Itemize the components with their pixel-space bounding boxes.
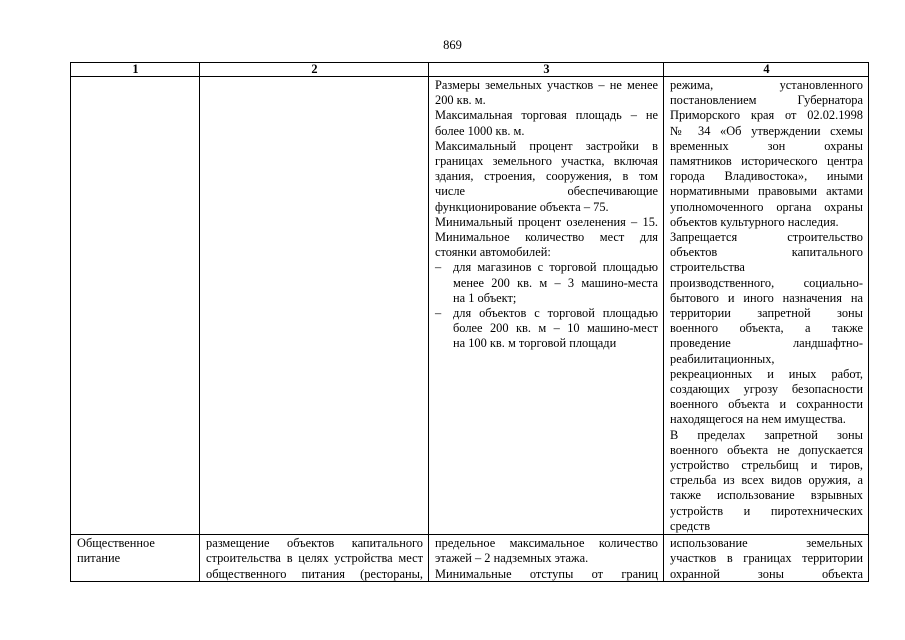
- text-line: Максимальный процент застройки в: [435, 138, 658, 153]
- text-line: здания, строения, сооружения, в том: [435, 169, 658, 184]
- text-line: реабилитационных,: [670, 351, 775, 366]
- text-line: питание: [77, 551, 121, 566]
- text-line: нормативными правовыми актами: [670, 184, 863, 199]
- text-line: участков в границах территории: [670, 551, 863, 566]
- text-line: Максимальная торговая площадь – не: [435, 108, 658, 123]
- row2-col4: [664, 535, 869, 581]
- text-line: охранной зоны объекта: [670, 566, 863, 581]
- text-line: памятников исторического центра: [670, 154, 863, 169]
- text-line: территории запретной зоны: [670, 306, 863, 321]
- text-line: функционирование объекта – 75.: [435, 199, 609, 214]
- text-line: – для объектов с торговой площадью: [453, 306, 658, 321]
- text-line: использование земельных: [670, 536, 863, 551]
- text-line: Приморского края от 02.02.1998: [670, 108, 863, 123]
- text-line: постановлением Губернатора: [670, 93, 863, 108]
- row1-col3: [429, 77, 664, 535]
- text-line: Размеры земельных участков – не менее: [435, 78, 658, 92]
- text-line: Общественное: [77, 536, 155, 551]
- table-row: [71, 535, 869, 581]
- text-line: Минимальные отступы от границ: [435, 566, 658, 581]
- text-line: границах земельного участка, включая: [435, 154, 658, 169]
- header-col-1: 1: [71, 63, 200, 77]
- header-col-2: 2: [200, 63, 429, 77]
- text-line: временных зон охраны: [670, 138, 863, 153]
- text-line: Минимальное количество мест для: [435, 230, 658, 245]
- text-line: более 200 кв. м – 10 машино-мест: [453, 321, 658, 336]
- text-line: на 1 объект;: [453, 290, 517, 305]
- text-line: проведение ландшафтно-: [670, 336, 863, 351]
- text-line: производственного, социально-: [670, 275, 863, 290]
- text-line: размещение объектов капитального: [206, 536, 423, 551]
- text-line: устройств и пиротехнических: [670, 503, 863, 518]
- text-line: числе обеспечивающие: [435, 184, 658, 199]
- text-line: также использование взрывных: [670, 488, 863, 503]
- text-line: Минимальный процент озеленения – 15.: [435, 214, 658, 229]
- table-row: [71, 77, 869, 535]
- text-line: В пределах запретной зоны: [670, 427, 863, 442]
- text-line: военного объекта, а также: [670, 321, 863, 336]
- header-col-4: 4: [664, 63, 869, 77]
- text-line: более 1000 кв. м.: [435, 123, 525, 138]
- row2-col1: [71, 535, 200, 581]
- text-line: Запрещается строительство: [670, 230, 863, 245]
- text-line: на 100 кв. м торговой площади: [453, 336, 617, 351]
- text-line: 200 кв. м.: [435, 93, 486, 108]
- text-line: находящегося на нем имущества.: [670, 412, 846, 427]
- text-line: менее 200 кв. м – 3 машино-места: [453, 275, 658, 290]
- text-line: уполномоченного органа охраны: [670, 199, 863, 214]
- row2-col3: [429, 535, 664, 581]
- row1-col4: [664, 77, 869, 535]
- text-line: стрельба из всех видов оружия, а: [670, 473, 863, 488]
- text-line: военного объекта и сохранности: [670, 397, 863, 412]
- text-line: общественного питания (рестораны,: [206, 566, 423, 581]
- text-line: строительства: [670, 260, 745, 275]
- regulations-table: [70, 62, 869, 582]
- text-line: рекреационных и иных работ,: [670, 366, 863, 381]
- text-line: бытового и иного назначения на: [670, 290, 863, 305]
- list-item: [435, 306, 658, 352]
- header-row: [71, 63, 869, 77]
- text-line: стоянки автомобилей:: [435, 245, 551, 260]
- text-line: объектов культурного наследия.: [670, 214, 839, 229]
- text-line: строительства в целях устройства мест: [206, 551, 423, 566]
- page-number: 869: [443, 38, 462, 52]
- row1-col2: [200, 77, 429, 535]
- text-line: военного объекта не допускается: [670, 442, 863, 457]
- text-line: этажей – 2 надземных этажа.: [435, 551, 589, 566]
- text-line: создающих угрозу безопасности: [670, 382, 863, 397]
- row2-col2: [200, 535, 429, 581]
- text-line: – для магазинов с торговой площадью: [453, 260, 658, 275]
- text-line: режима, установленного: [670, 78, 863, 92]
- parking-list: [435, 260, 658, 351]
- text-line: города Владивостока», иными: [670, 169, 863, 184]
- text-line: предельное максимальное количество: [435, 536, 658, 551]
- text-line: средств: [670, 518, 711, 533]
- text-line: объектов капитального: [670, 245, 863, 260]
- row1-col1: [71, 77, 200, 535]
- text-line: № 34 «Об утверждении схемы: [670, 123, 863, 138]
- header-col-3: 3: [429, 63, 664, 77]
- list-item: [435, 260, 658, 306]
- text-line: устройство стрельбищ и тиров,: [670, 458, 863, 473]
